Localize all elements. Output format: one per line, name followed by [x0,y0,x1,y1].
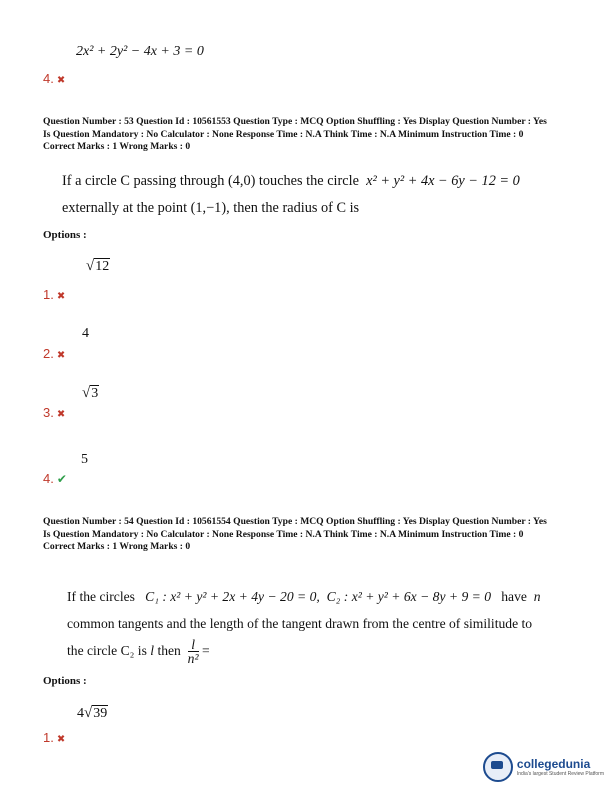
q54-equals-sign: = [201,643,210,658]
option-number-label: 4. [43,71,54,86]
q53-meta-line1: Question Number : 53 Question Id : 10561553 Question Type : MCQ Option Shuffling : Yes Display Question Number : Yes [43,116,547,127]
cross-icon: ✖ [56,291,66,302]
q53-text-line1-a: If a circle C passing through (4,0) touches the circle [62,173,359,189]
q53-option-4-number [43,471,67,486]
option-number-label: 1. [43,730,54,745]
option-number-label: 2. [43,346,54,361]
q54-circle-c2: C₂ : x² + y² + 6x − 8y + 9 = 0 [326,589,492,604]
cross-icon: ✖ [56,350,66,361]
q54-question-text [67,583,541,665]
option-number-label: 1. [43,287,54,302]
q54-option-1-number [43,730,65,745]
fraction-numerator: l [188,638,199,652]
q54-meta-line2: Is Question Mandatory : No Calculator : None Response Time : N.A Think Time : N.A Minimum Instruction Time : 0 [43,528,524,540]
q53-option-2-number [43,346,65,361]
cross-icon: ✖ [56,734,66,745]
q53-meta-line2: Is Question Mandatory : No Calculator : None Response Time : N.A Think Time : N.A Minimum Instruction Time : 0 [43,128,524,140]
q54-meta-line3: Correct Marks : 1 Wrong Marks : 0 [43,541,191,552]
prev-option-number [43,71,65,86]
q54-text-line3-a: the circle C₂ is [67,643,147,658]
sqrt-symbol: √ [86,258,95,274]
q53-option-2-value[interactable]: 4 [82,326,89,341]
q53-meta [43,116,547,154]
option-number-label: 3. [43,405,54,420]
q54-variable-n: n [533,589,541,604]
q54-text-line1-b: have [501,589,527,604]
option-number-label: 4. [43,471,54,486]
q54-variable-l: l [150,643,155,658]
q53-option-3-radicand: 3 [91,386,99,401]
collegedunia-logo [483,752,604,782]
q53-option-1-radicand: 12 [95,259,110,274]
cross-icon: ✖ [56,75,66,86]
cross-icon: ✖ [56,409,66,420]
q54-option-1-coefficient: 4 [77,706,84,721]
q53-option-1-value[interactable] [86,258,110,275]
q54-option-1-radicand: 39 [93,706,108,721]
q53-question-text [62,168,520,222]
q53-meta-line3: Correct Marks : 1 Wrong Marks : 0 [43,141,191,152]
logo-name: collegedunia [516,757,591,771]
checkmark-icon: ✔ [56,472,67,486]
q54-text-line2: common tangents and the length of the tangent drawn from the centre of similitude to [67,616,533,631]
prev-option-equation: 2x² + 2y² − 4x + 3 = 0 [76,44,204,59]
logo-tagline: India's largest Student Review Platform [516,771,604,777]
q54-circle-c1: C₁ : x² + y² + 2x + 4y − 20 = 0, [145,589,320,604]
sqrt-symbol: √ [82,385,91,401]
q53-option-3-value[interactable] [82,385,99,402]
q54-meta-line1: Question Number : 54 Question Id : 10561554 Question Type : MCQ Option Shuffling : Yes Display Question Number : Yes [43,516,547,527]
q54-fraction [188,638,199,665]
sqrt-symbol: √ [84,705,93,721]
graduate-icon [483,752,513,782]
q54-options-label: Options : [43,675,87,687]
q54-option-1-value[interactable] [77,705,108,722]
q54-text-line3-b: then [157,643,181,658]
q53-option-1-number [43,287,65,302]
q53-option-4-value[interactable]: 5 [81,452,88,467]
q53-circle-equation: x² + y² + 4x − 6y − 12 = 0 [366,173,520,189]
q54-meta [43,516,547,554]
q53-option-3-number [43,405,65,420]
q53-text-line2: externally at the point (1,−1), then the radius of C is [62,200,360,216]
q54-text-line1-a: If the circles [67,589,135,604]
fraction-denominator: n² [187,651,199,667]
q53-options-label: Options : [43,229,87,241]
